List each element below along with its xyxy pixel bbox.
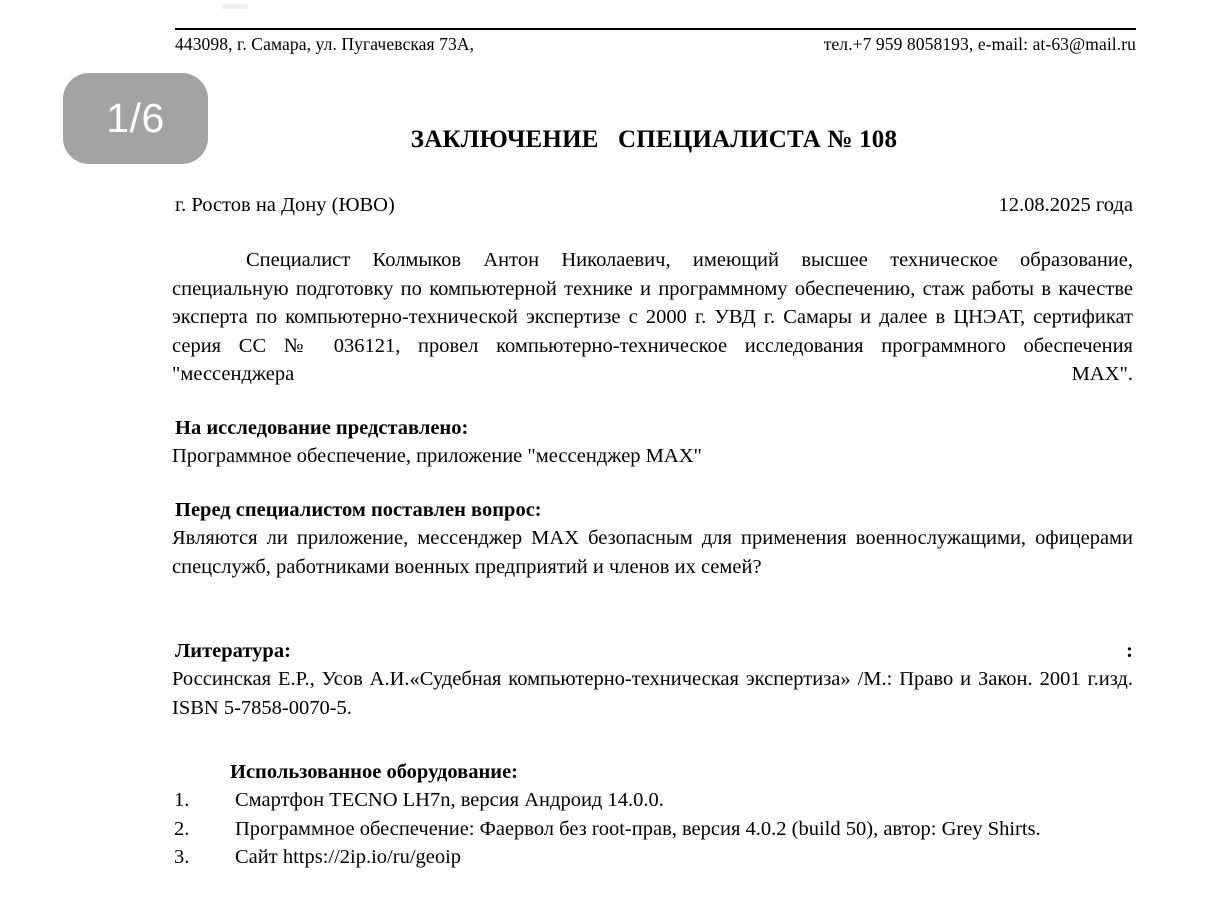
place-and-date-line [175,194,1133,217]
date-label: 12.08.2025 года [998,194,1133,216]
scan-artifact [222,4,248,9]
header-contacts: тел.+7 959 8058193, e-mail: at-63@mail.ru [823,34,1136,54]
section-body: Россинская Е.Р., Усов А.И.«Судебная компьютерно-техническая экспертиза» /М.: Право и Закон. 2001 г.изд. ISBN 5-7858-0070-5. [172,668,1133,719]
section-heading: На исследование представлено: [175,417,469,439]
section-equipment-used [172,758,1133,872]
section-body: Являются ли приложение, мессенджер MAX безопасным для применения военнослужащими, офицерами спецслужб, работниками военных предприятий и членов их семей? [172,527,1133,578]
section-heading-trailing-colon: : [1126,640,1133,662]
list-item [172,786,1133,815]
list-item-text: Смартфон TECNO LH7n, версия Андроид 14.0.0. [235,789,664,811]
header-address: 443098, г. Самара, ул. Пугачевская 73А, [175,34,475,54]
equipment-list [172,786,1133,872]
list-item-text: Программное обеспечение: Фаервол без root-прав, версия 4.0.2 (build 50), автор: Grey Shirts. [235,817,1041,840]
list-item-number: 1. [174,789,190,811]
page-indicator-label: 1/6 [106,95,165,141]
page-title: ЗАКЛЮЧЕНИЕ СПЕЦИАЛИСТА № 108 [410,126,898,153]
header-divider-rule [175,28,1136,30]
section-heading: Перед специалистом поставлен вопрос: [175,499,542,521]
list-item-number: 3. [174,846,190,868]
list-item-text: Сайт https://2ip.io/ru/geoip [235,846,462,868]
section-heading-row [175,637,1133,665]
section-question-posed [172,496,1133,581]
section-literature [172,637,1133,722]
place-label: г. Ростов на Дону (ЮВО) [175,194,395,216]
section-body: Программное обеспечение, приложение "мессенджер MAX" [172,445,702,467]
section-heading: Литература: [175,640,291,662]
section-heading: Использованное оборудование: [230,761,519,783]
section-submitted-for-study [172,414,1133,471]
list-item-number: 2. [174,817,190,840]
intro-paragraph: Специалист Колмыков Антон Николаевич, имеющий высшее техническое образование, специальную подготовку по компьютерной технике и программному обеспечению, стаж работы в качестве эксперта по компьютерно-технической экспертизе с 2000 г. УВД г. Самары и далее в ЦНЭАТ, сертификат серия СС № 036121, провел компьютерно-техническое исследования программного обеспечения "мессенджера MAX". [172,249,1133,385]
list-item [172,815,1133,844]
document-header [175,34,1136,56]
list-item [172,843,1133,872]
